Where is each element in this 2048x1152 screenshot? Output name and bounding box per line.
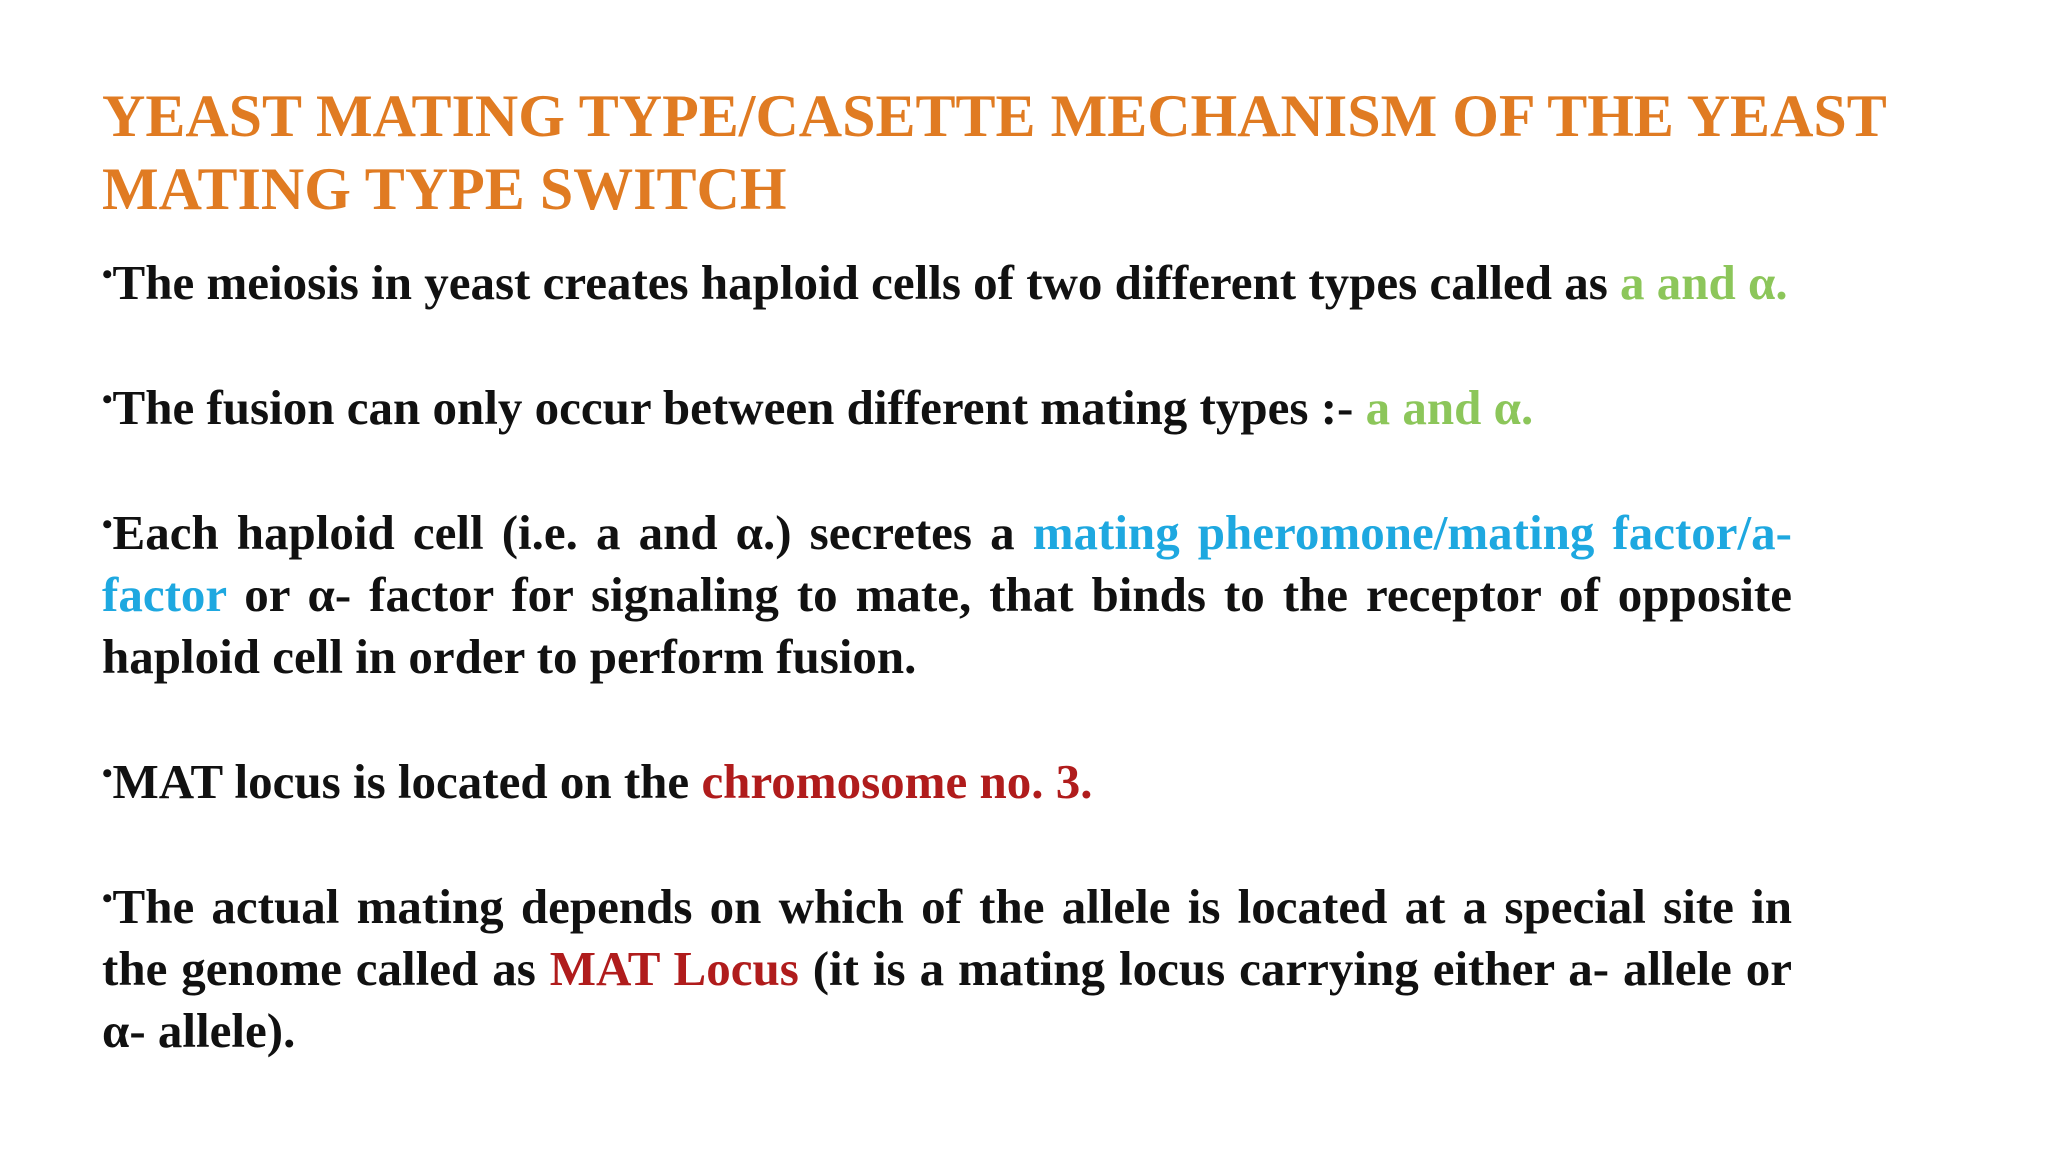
- bullet-text: The meiosis in yeast creates haploid cells of two different types called as: [112, 255, 1621, 310]
- highlight-chromosome: chromosome no. 3.: [701, 754, 1093, 809]
- bullet-marker: •: [102, 882, 113, 915]
- slide-title: YEAST MATING TYPE/CASETTE MECHANISM OF THE YEAST MATING TYPE SWITCH: [102, 83, 1886, 222]
- highlight-mat-locus: MAT Locus: [549, 941, 799, 996]
- highlight-mating-pheromone: mating pheromone/mating factor/a- factor: [102, 505, 1792, 622]
- bullet-text: Each haploid cell (i.e. a and α.) secretes a: [112, 505, 1033, 560]
- bullet-marker: •: [102, 383, 113, 416]
- bullet-point-3: [102, 502, 1792, 688]
- bullet-point-2: [102, 377, 1792, 439]
- bullet-marker: •: [102, 508, 113, 541]
- highlight-mating-types: a and α.: [1620, 255, 1788, 310]
- bullet-text-continued: or α- factor for signaling to mate, that binds to the receptor of opposite haploid cell in order to perform fusion.: [102, 567, 1792, 684]
- bullet-text: The actual mating depends on which of the allele is located at a special site in the genome called as: [102, 879, 1792, 996]
- bullet-point-4: [102, 751, 1792, 813]
- bullet-point-5: [102, 876, 1792, 1062]
- bullet-marker: •: [102, 258, 113, 291]
- highlight-mating-types: a and α.: [1365, 380, 1534, 435]
- bullet-list: [102, 252, 1792, 1062]
- bullet-point-1: [102, 252, 1792, 314]
- bullet-text-continued: (it is a mating locus carrying either a- allele or α- allele).: [102, 941, 1793, 1058]
- bullet-text: MAT locus is located on the: [112, 754, 702, 809]
- bullet-marker: •: [102, 757, 113, 790]
- bullet-text: The fusion can only occur between different mating types :-: [112, 380, 1366, 435]
